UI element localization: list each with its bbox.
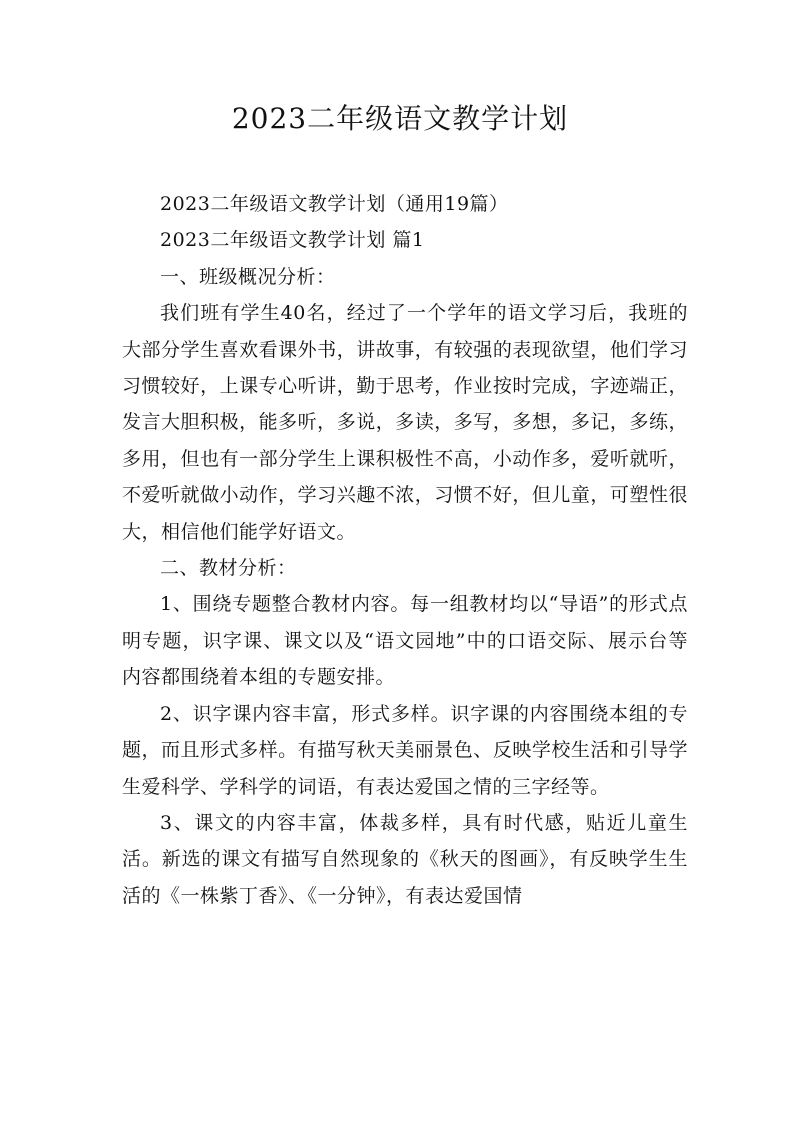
heading-class-analysis: 一、班级概况分析： [160, 265, 336, 288]
paragraph-point-3: 3、课文的内容丰富，体裁多样，具有时代感，贴近儿童生活。新选的课文有描写自然现象的《秋天的图画》，有反映学生生活的《一株紫丁香》、《一分钟》，有表达爱国情 [122, 811, 688, 907]
subtitle-line: 2023二年级语文教学计划（通用19篇） [160, 193, 509, 215]
document-title: 2023二年级语文教学计划 [231, 102, 569, 135]
document-body [122, 186, 688, 914]
paragraph-point-2: 2、识字课内容丰富，形式多样。识字课的内容围绕本组的专题，而且形式多样。有描写秋天美丽景色、反映学校生活和引导学生爱科学、学科学的词语，有表达爱国之情的三字经等。 [122, 702, 688, 798]
section-title-line: 2023二年级语文教学计划 篇1 [160, 229, 425, 252]
heading-textbook-analysis: 二、教材分析： [160, 557, 297, 580]
paragraph-class-analysis: 我们班有学生40名，经过了一个学年的语文学习后，我班的大部分学生喜欢看课外书，讲故事，有较强的表现欲望，他们学习习惯较好，上课专心听讲，勤于思考，作业按时完成，字迹端正，发言大胆积极，能多听，多说，多读，多写，多想，多记，多练，多用，但也有一部分学生上课积极性不高，小动作多，爱听就听，不爱听就做小动作，学习兴趣不浓，习惯不好，但儿童，可塑性很大，相信他们能学好语文。 [122, 302, 688, 543]
paragraph-point-1: 1、围绕专题整合教材内容。每一组教材均以“导语”的形式点明专题，识字课、课文以及“语文园地”中的口语交际、展示台等内容都围绕着本组的专题安排。 [122, 593, 688, 689]
